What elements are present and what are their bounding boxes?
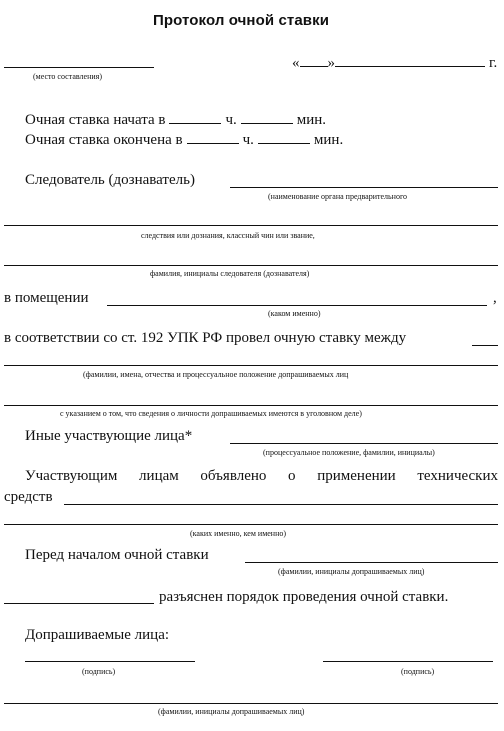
- date-quote-open: «: [292, 55, 300, 71]
- others-caption: (процессуальное положение, фамилии, инициалы): [263, 448, 435, 457]
- investigator-line: [230, 187, 498, 188]
- signature-line-left: [25, 661, 195, 662]
- investigator-rank-line: [4, 225, 498, 226]
- identity-line: [4, 405, 498, 406]
- start-minutes-blank: [241, 111, 293, 124]
- date-month-year-blank: [335, 54, 485, 67]
- investigator-label: Следователь (дознаватель): [25, 172, 195, 188]
- persons-caption: (фамилии, имена, отчества и процессуальное положение допрашиваемых лиц: [83, 370, 349, 379]
- technical-line: [64, 504, 498, 505]
- persons-line: [4, 365, 498, 366]
- accordance-text: в соответствии со ст. 192 УПК РФ провел очную ставку между: [4, 330, 407, 346]
- investigator-org-caption: (наименование органа предварительного: [268, 192, 408, 201]
- signature-caption-left: (подпись): [82, 667, 116, 676]
- hours-unit: ч.: [242, 132, 254, 148]
- technical-label: средств: [4, 489, 53, 505]
- identity-caption: с указанием о том, что сведения о личности допрашиваемых имеются в уголовном деле): [60, 409, 362, 418]
- date-day-blank: [300, 54, 328, 67]
- start-time-label: Очная ставка начата в: [25, 112, 166, 128]
- minutes-unit: мин.: [313, 132, 344, 148]
- accordance-line-end: [472, 345, 498, 346]
- room-label: в помещении: [4, 290, 89, 306]
- investigator-rank-caption: следствия или дознания, классный чин или звание,: [141, 231, 315, 240]
- end-minutes-blank: [258, 131, 310, 144]
- year-suffix: г.: [489, 55, 498, 71]
- signature-names-line: [4, 703, 498, 704]
- end-hours-blank: [187, 131, 239, 144]
- explained-name-line: [4, 603, 154, 604]
- investigator-name-line: [4, 265, 498, 266]
- room-line: [107, 305, 487, 306]
- technical-line1: Участвующим лицам объявлено о применении технических: [25, 468, 498, 484]
- signature-caption-right: (подпись): [401, 667, 435, 676]
- page-title: Протокол очной ставки: [153, 12, 330, 29]
- start-time-row: [25, 111, 326, 129]
- hours-unit: ч.: [225, 112, 237, 128]
- end-time-label: Очная ставка окончена в: [25, 132, 183, 148]
- start-hours-blank: [169, 111, 221, 124]
- signature-line-right: [323, 661, 493, 662]
- before-label: Перед началом очной ставки: [25, 547, 209, 563]
- investigator-name-caption: фамилия, инициалы следователя (дознавателя): [150, 269, 310, 278]
- date-quote-close: »: [327, 55, 335, 71]
- room-caption: (каком именно): [268, 309, 321, 318]
- others-line: [230, 443, 498, 444]
- place-caption: (место составления): [33, 72, 102, 81]
- before-caption: (фамилии, инициалы допрашиваемых лиц): [278, 567, 425, 576]
- others-label: Иные участвующие лица*: [25, 428, 193, 444]
- place-line: [4, 67, 154, 68]
- signatures-label: Допрашиваемые лица:: [25, 627, 170, 643]
- signature-names-caption: (фамилии, инициалы допрашиваемых лиц): [158, 707, 305, 716]
- before-line: [245, 562, 498, 563]
- explained-text: разъяснен порядок проведения очной ставки.: [159, 589, 449, 605]
- room-comma: ,: [493, 290, 497, 306]
- date-field: [292, 54, 497, 72]
- end-time-row: [25, 131, 343, 149]
- technical-caption: (каких именно, кем именно): [190, 529, 287, 538]
- minutes-unit: мин.: [296, 112, 327, 128]
- technical-line2: [4, 524, 498, 525]
